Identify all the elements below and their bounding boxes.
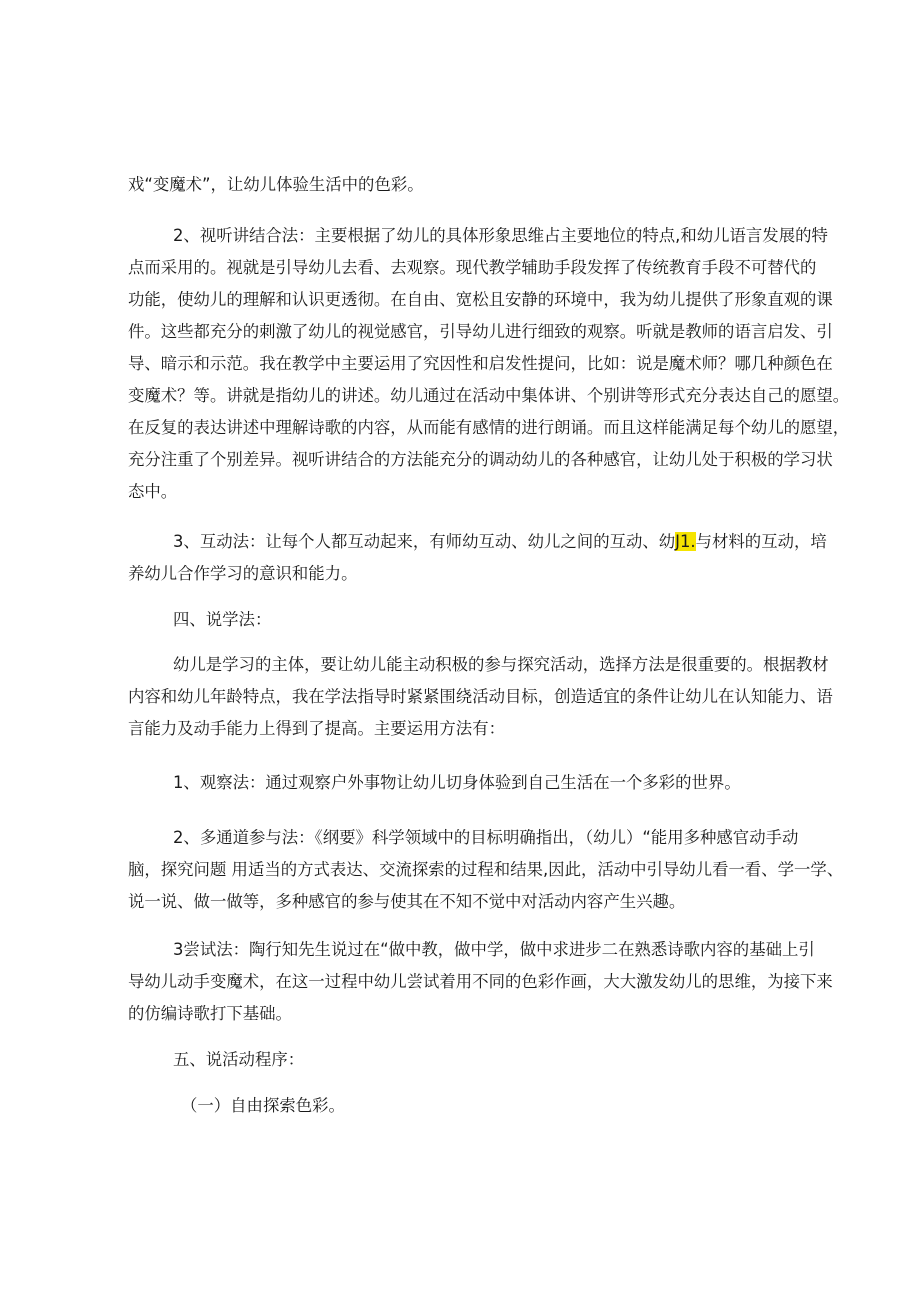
paragraph-line: 3尝试法：陶行知先生说过在“做中教，做中学，做中求进步二在熟悉诗歌内容的基础上引: [173, 940, 815, 959]
paragraph-line: 1、观察法：通过观察户外事物让幼儿切身体验到自己生活在一个多彩的世界。: [173, 773, 741, 792]
paragraph-line: 在反复的表达讲述中理解诗歌的内容，从而能有感情的进行朗诵。而且这样能满足每个幼儿的愿望，: [128, 418, 850, 437]
subsection-heading: （一）自由探索色彩。: [181, 1096, 345, 1115]
section-heading: 四、说学法：: [173, 610, 272, 629]
paragraph-line: 内容和幼儿年龄特点，我在学法指导时紧紧围绕活动目标，创造适宜的条件让幼儿在认知能力、语: [128, 687, 833, 706]
paragraph-line: 脑，探究问题 用适当的方式表达、交流探索的过程和结果,因此，活动中引导幼儿看一看、学一学、: [128, 860, 844, 879]
paragraph-line: [173, 532, 827, 552]
paragraph-line: 戏“变魔术”，让幼儿体验生活中的色彩。: [128, 175, 424, 194]
paragraph-line: 充分注重了个别差异。视听讲结合的方法能充分的调动幼儿的各种感官，让幼儿处于积极的学习状: [128, 450, 833, 469]
paragraph-line: 导幼儿动手变魔术，在这一过程中幼儿尝试着用不同的色彩作画，大大激发幼儿的思维，为接下来: [128, 972, 833, 991]
section-heading: 五、说活动程序：: [173, 1050, 305, 1069]
paragraph-line: 2、视听讲结合法：主要根据了幼儿的具体形象思维占主要地位的特点,和幼儿语言发展的特: [173, 226, 828, 245]
text-run: 3、互动法：让每个人都互动起来，有师幼互动、幼儿之间的互动、幼: [173, 532, 676, 551]
paragraph-line: 点而采用的。视就是引导幼儿去看、去观察。现代教学辅助手段发挥了传统教育手段不可替代的: [128, 258, 817, 277]
paragraph-line: 件。这些都充分的刺激了幼儿的视觉感官，引导幼儿进行细致的观察。听就是教师的语言启发、引: [128, 322, 833, 341]
paragraph-line: 养幼儿合作学习的意识和能力。: [128, 564, 358, 583]
paragraph-line: 变魔术？等。讲就是指幼儿的讲述。幼儿通过在活动中集体讲、个别讲等形式充分表达自己的愿望。: [128, 386, 850, 405]
paragraph-line: 导、暗示和示范。我在教学中主要运用了究因性和启发性提问，比如：说是魔术师？哪几种颜色在: [128, 354, 833, 373]
paragraph-line: 2、多通道参与法：《纲要》科学领域中的目标明确指出，（幼儿）“能用多种感官动手动: [173, 828, 799, 847]
paragraph-line: 说一说、做一做等，多种感官的参与使其在不知不觉中对活动内容产生兴趣。: [128, 892, 686, 911]
paragraph-line: 幼儿是学习的主体，要让幼儿能主动积极的参与探究活动，选择方法是很重要的。根据教材: [173, 655, 829, 674]
text-run: 与材料的互动，培: [695, 532, 827, 551]
paragraph-line: 功能，使幼儿的理解和认识更透彻。在自由、宽松且安静的环境中，我为幼儿提供了形象直观的课: [128, 290, 833, 309]
paragraph-line: 态中。: [128, 482, 178, 501]
paragraph-line: 的仿编诗歌打下基础。: [128, 1004, 292, 1023]
highlighted-text: J1.: [675, 532, 696, 551]
paragraph-line: 言能力及动手能力上得到了提高。主要运用方法有：: [128, 719, 505, 738]
